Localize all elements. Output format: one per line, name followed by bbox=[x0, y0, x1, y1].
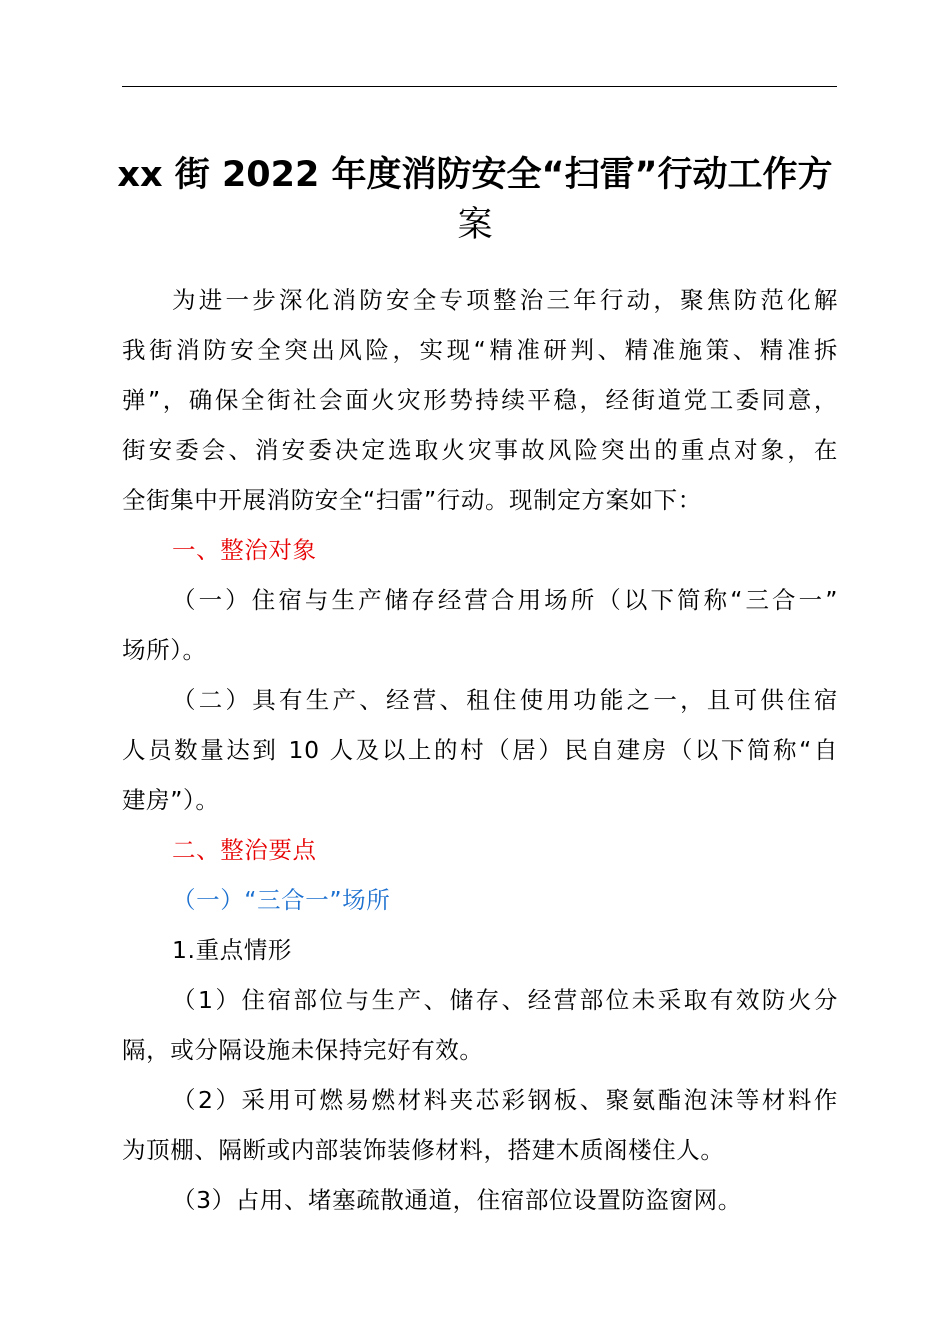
intro-line-5: 全街集中开展消防安全“扫雷”行动。现制定方案如下： bbox=[122, 486, 702, 514]
title-line-1: xx 街 2022 年度消防安全“扫雷”行动工作方 bbox=[117, 155, 833, 195]
item-2-line-1: （二）具有生产、经营、租住使用功能之一，且可供住宿 bbox=[172, 686, 838, 714]
intro-line-3: 弹”，确保全街社会面火灾形势持续平稳，经街道党工委同意， bbox=[122, 386, 838, 414]
case-1-line-2: 隔，或分隔设施未保持完好有效。 bbox=[122, 1036, 484, 1064]
document-title bbox=[110, 150, 840, 250]
point-heading-key-situations: 1.重点情形 bbox=[172, 936, 293, 964]
section-heading-targets: 一、整治对象 bbox=[172, 536, 317, 564]
item-2-line-2: 人员数量达到 10 人及以上的村（居）民自建房（以下简称“自 bbox=[122, 736, 838, 764]
document-body bbox=[122, 275, 838, 1225]
intro-line-1: 为进一步深化消防安全专项整治三年行动，聚焦防范化解 bbox=[172, 286, 838, 314]
case-1-line-1: （1）住宿部位与生产、储存、经营部位未采取有效防火分 bbox=[172, 986, 838, 1014]
item-1-line-2: 场所）。 bbox=[122, 636, 207, 664]
subsection-heading-three-in-one: （一）“三合一”场所 bbox=[172, 886, 391, 914]
case-2-line-1: （2）采用可燃易燃材料夹芯彩钢板、聚氨酯泡沫等材料作 bbox=[172, 1086, 838, 1114]
case-2-line-2: 为顶棚、隔断或内部装饰装修材料，搭建木质阁楼住人。 bbox=[122, 1136, 725, 1164]
header-rule bbox=[122, 86, 837, 87]
item-2-line-3: 建房”）。 bbox=[122, 786, 220, 814]
intro-line-2: 我街消防安全突出风险，实现“精准研判、精准施策、精准拆 bbox=[122, 336, 838, 364]
item-1-line-1: （一）住宿与生产储存经营合用场所（以下简称“三合一” bbox=[172, 586, 838, 614]
title-line-2: 案 bbox=[457, 205, 493, 245]
section-heading-key-points: 二、整治要点 bbox=[172, 836, 317, 864]
case-3-line-1: （3）占用、堵塞疏散通道，住宿部位设置防盗窗网。 bbox=[172, 1186, 742, 1214]
intro-line-4: 街安委会、消安委决定选取火灾事故风险突出的重点对象，在 bbox=[122, 436, 838, 464]
